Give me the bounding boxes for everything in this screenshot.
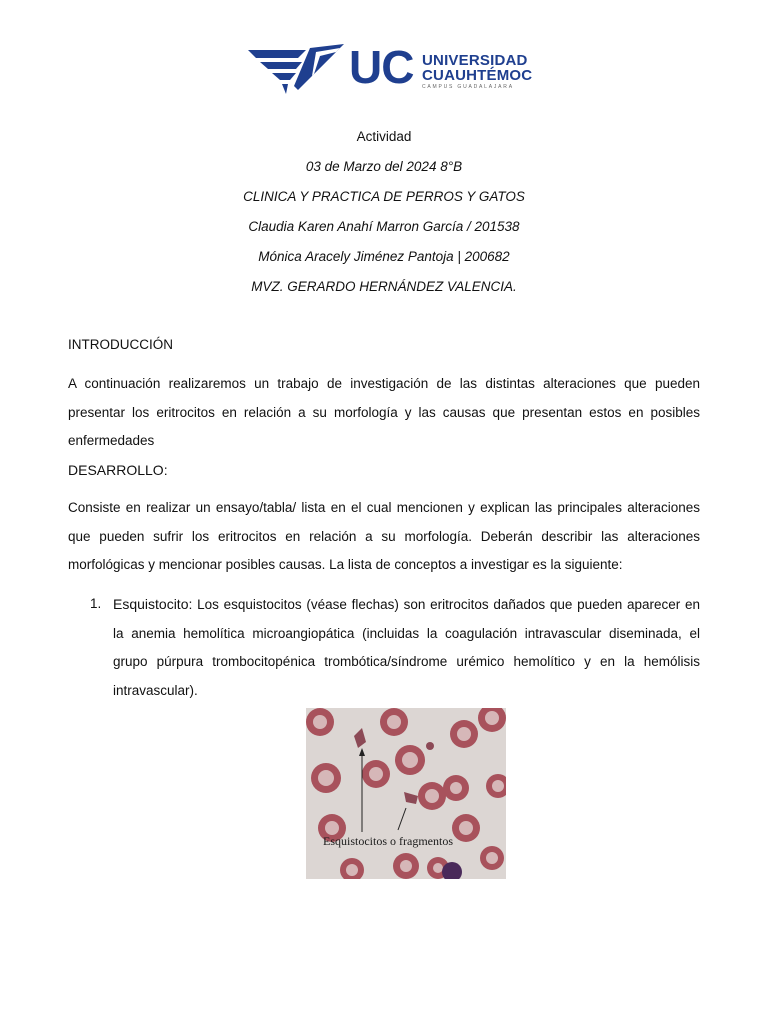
student-2: Mónica Aracely Jiménez Pantoja | 200682 [258, 249, 510, 264]
logo-uc-mark: UC [349, 41, 414, 93]
development-paragraph: Consiste en realizar un ensayo/tabla/ lista en el cual mencionen y explican las principales alteraciones que pueden sufrir los eritrocitos en relación a su morfología. Deberán describir las alteraciones morfológicas y mencionar posibles causas. La lista de conceptos a investigar es la siguiente: [68, 500, 700, 572]
blood-smear-image [306, 708, 506, 879]
figure-caption: Esquistocitos o fragmentos [323, 834, 453, 848]
development-heading: DESARROLLO: [68, 462, 168, 478]
professor-name: MVZ. GERARDO HERNÁNDEZ VALENCIA. [251, 279, 517, 294]
intro-paragraph: A continuación realizaremos un trabajo de investigación de las distintas alteraciones que pueden presentar los eritrocitos en relación a su morfología y las causas que presentan estos en posibles enfermedades [68, 376, 700, 448]
course-title: CLINICA Y PRACTICA DE PERROS Y GATOS [243, 189, 525, 204]
student-1: Claudia Karen Anahí Marron García / 201538 [248, 219, 520, 234]
activity-title: Actividad [356, 129, 412, 144]
logo-name-line2: CUAUHTÉMOC [422, 67, 533, 84]
schistocyte-micrograph [306, 708, 506, 879]
intro-heading: INTRODUCCIÓN [68, 337, 173, 352]
list-number: 1. [90, 596, 102, 611]
list-term: Esquistocito: [113, 596, 193, 612]
logo-campus: CAMPUS GUADALAJARA [422, 84, 514, 90]
logo-name-line1: UNIVERSIDAD [422, 52, 528, 69]
document-header [0, 126, 768, 306]
eagle-logo-icon [246, 42, 346, 98]
date-line: 03 de Marzo del 2024 8°B [305, 159, 463, 174]
list-text: Los esquistocitos (véase flechas) son eritrocitos dañados que pueden aparecer en la anemia hemolítica microangiopática (incluidas la coagulación intravascular diseminada, el grupo púrpura trombocitopénica trombótica/síndrome urémico hemolítico y en la hemólisis intravascular). [113, 597, 700, 698]
university-logo [246, 41, 533, 98]
list-body [113, 590, 700, 705]
